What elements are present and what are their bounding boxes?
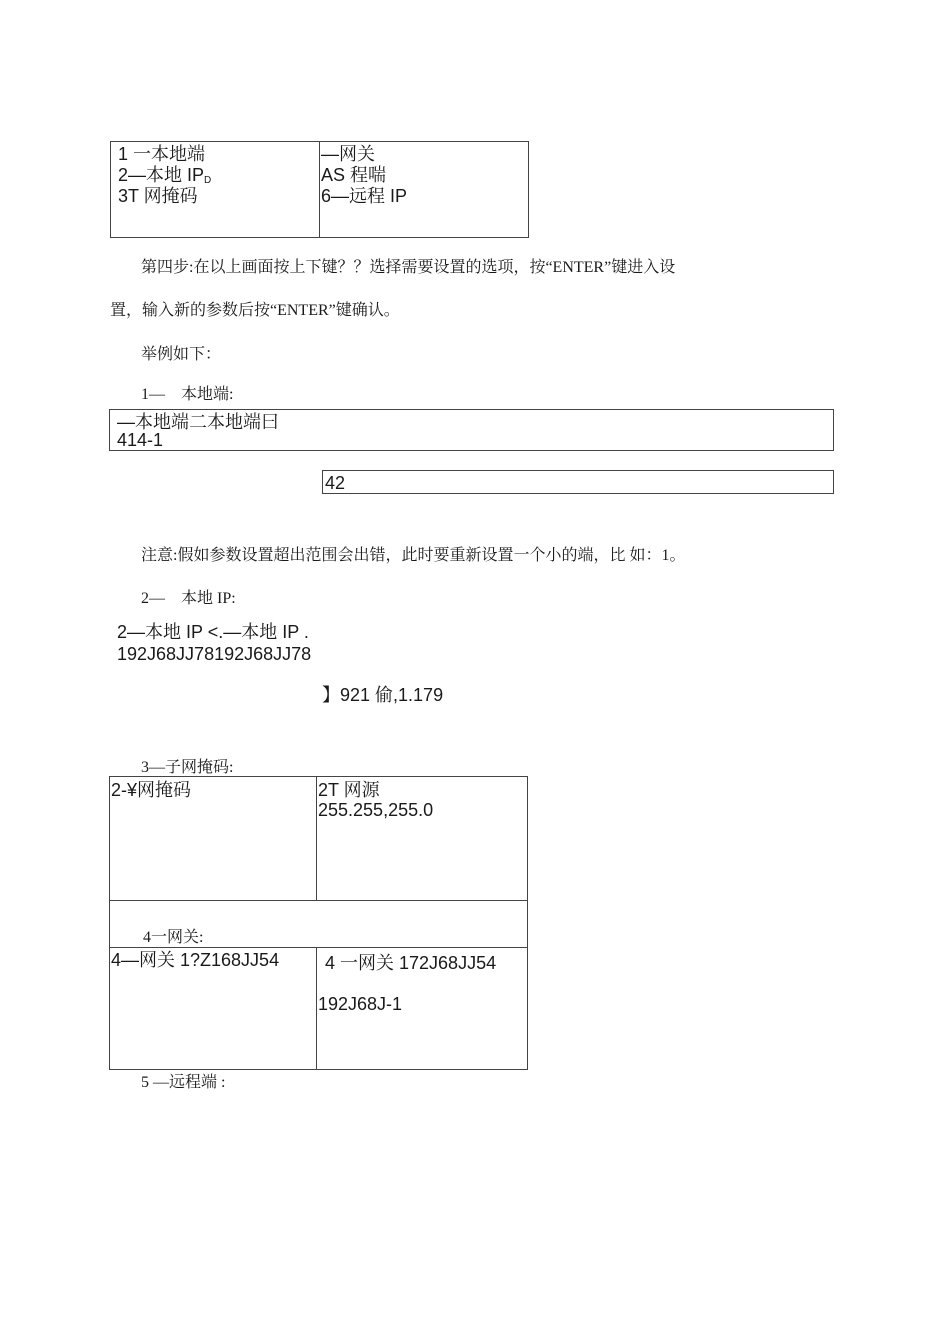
menu-item-remote-ip: 6—远程 IP	[321, 186, 408, 206]
item3-left-text: 2-¥网掩码	[111, 780, 192, 800]
menu-item-remote-port: AS 程喘	[321, 165, 387, 185]
menu-item-subnet-mask: 3T 网掩码	[118, 186, 198, 206]
item3-heading: 3—子网掩码:	[141, 759, 234, 776]
item4-right-line1: 4 一网关 172J68JJ54	[325, 953, 497, 973]
item2-line2: 192J68JJ78192J68JJ78	[117, 644, 312, 664]
item2-line1: 2—本地 IP <.—本地 IP .	[117, 622, 309, 642]
item1-input-box	[322, 470, 834, 494]
menu-item-gateway: —网关	[321, 144, 375, 164]
item1-screen-line1: —本地端二本地端曰	[117, 412, 279, 432]
item4-left-text: 4—网关 1?Z168JJ54	[111, 950, 280, 970]
item4-table-divider	[316, 947, 317, 1070]
item4-right-line2: 192J68J-1	[318, 994, 403, 1014]
menu-item-local-ip-subscript: D	[204, 175, 212, 186]
menu-item-local-ip-label: 2—本地 IP	[118, 165, 205, 185]
item3-right-line1: 2T 网源	[318, 780, 380, 800]
step4-line2: 置，输入新的参数后按“ENTER”键确认。	[110, 302, 400, 319]
menu-table-divider	[319, 141, 320, 238]
menu-item-local-port: 1 一本地端	[118, 144, 206, 164]
item5-heading: 5 —远程端 :	[141, 1074, 226, 1091]
item1-heading: 1— 本地端:	[141, 386, 234, 403]
item1-screen-line2: 414-1	[117, 430, 164, 450]
item4-heading: 4一网关:	[143, 929, 204, 946]
example-title: 举例如下：	[141, 346, 222, 363]
item3-right-line2: 255.255,255.0	[318, 800, 434, 820]
item2-line3: 】921 偷,1.179	[322, 685, 444, 705]
item2-heading: 2— 本地 IP:	[141, 590, 236, 607]
step4-line1: 第四步:在以上画面按上下键？？选择需要设置的选项，按“ENTER”键进入设	[141, 259, 676, 276]
item3-table-divider	[316, 776, 317, 900]
note-text: 注意:假如参数设置超出范围会出错，此时要重新设置一个小的端，比 如：1。	[141, 547, 686, 564]
item3-table-bottom	[109, 900, 528, 901]
item1-input-value: 42	[325, 473, 346, 493]
